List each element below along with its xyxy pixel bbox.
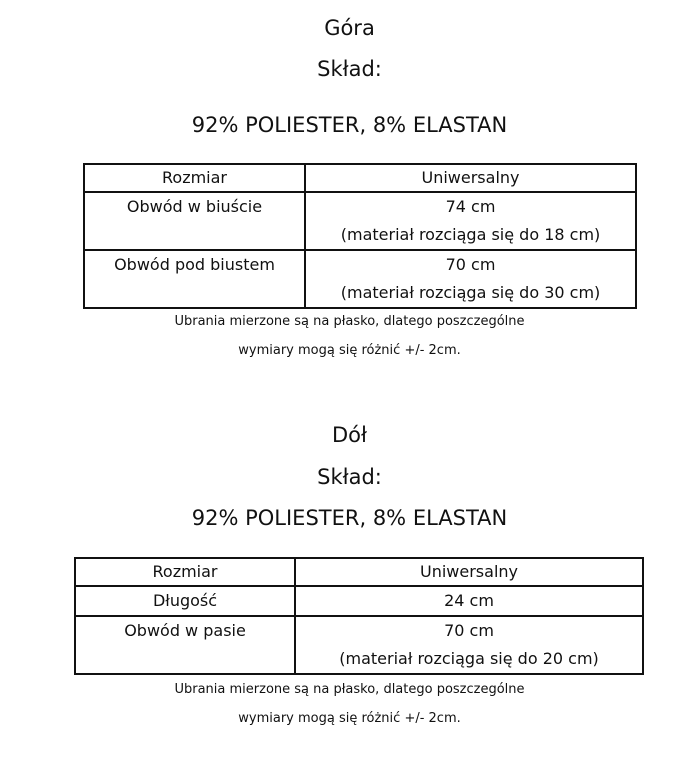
table-header-row	[84, 164, 636, 192]
header-size: Rozmiar	[75, 558, 295, 586]
section-title-top: Góra	[324, 16, 375, 40]
row-label: Obwód pod biustem	[114, 255, 275, 274]
row-value-cell	[305, 250, 636, 308]
measurement-note-line-1-bottom: Ubrania mierzone są na płasko, dlatego poszczególne	[174, 682, 525, 697]
row-note: (materiał rozciąga się do 30 cm)	[340, 283, 601, 302]
section-title-bottom: Dół	[332, 423, 367, 447]
row-label-cell	[75, 616, 295, 674]
composition-top: 92% POLIESTER, 8% ELASTAN	[191, 113, 508, 137]
size-table-bottom	[74, 557, 644, 675]
table-row	[84, 192, 636, 250]
table-row	[75, 616, 643, 674]
size-table-top	[83, 163, 637, 309]
header-universal: Uniwersalny	[305, 164, 636, 192]
row-value: 24 cm	[295, 586, 643, 616]
table-row	[75, 586, 643, 616]
row-label: Obwód w pasie	[124, 621, 246, 640]
measurement-note-line-1-top: Ubrania mierzone są na płasko, dlatego poszczególne	[174, 314, 525, 329]
row-value-cell	[305, 192, 636, 250]
row-value-cell	[295, 616, 643, 674]
row-note: (materiał rozciąga się do 20 cm)	[339, 649, 599, 668]
measurement-note-line-2-top: wymiary mogą się różnić +/- 2cm.	[238, 343, 461, 358]
header-size: Rozmiar	[84, 164, 305, 192]
row-value: 74 cm	[445, 197, 496, 216]
header-universal: Uniwersalny	[295, 558, 643, 586]
measurement-note-line-2-bottom: wymiary mogą się różnić +/- 2cm.	[238, 711, 461, 726]
row-value: 70 cm	[444, 621, 494, 640]
composition-label-bottom: Skład:	[317, 465, 382, 489]
row-label-cell	[84, 192, 305, 250]
table-row	[84, 250, 636, 308]
row-value: 70 cm	[445, 255, 496, 274]
row-label-cell	[84, 250, 305, 308]
table-header-row	[75, 558, 643, 586]
composition-bottom: 92% POLIESTER, 8% ELASTAN	[191, 506, 508, 530]
composition-label-top: Skład:	[317, 57, 382, 81]
row-note: (materiał rozciąga się do 18 cm)	[340, 225, 601, 244]
row-label: Długość	[75, 586, 295, 616]
row-label: Obwód w biuście	[126, 197, 263, 216]
